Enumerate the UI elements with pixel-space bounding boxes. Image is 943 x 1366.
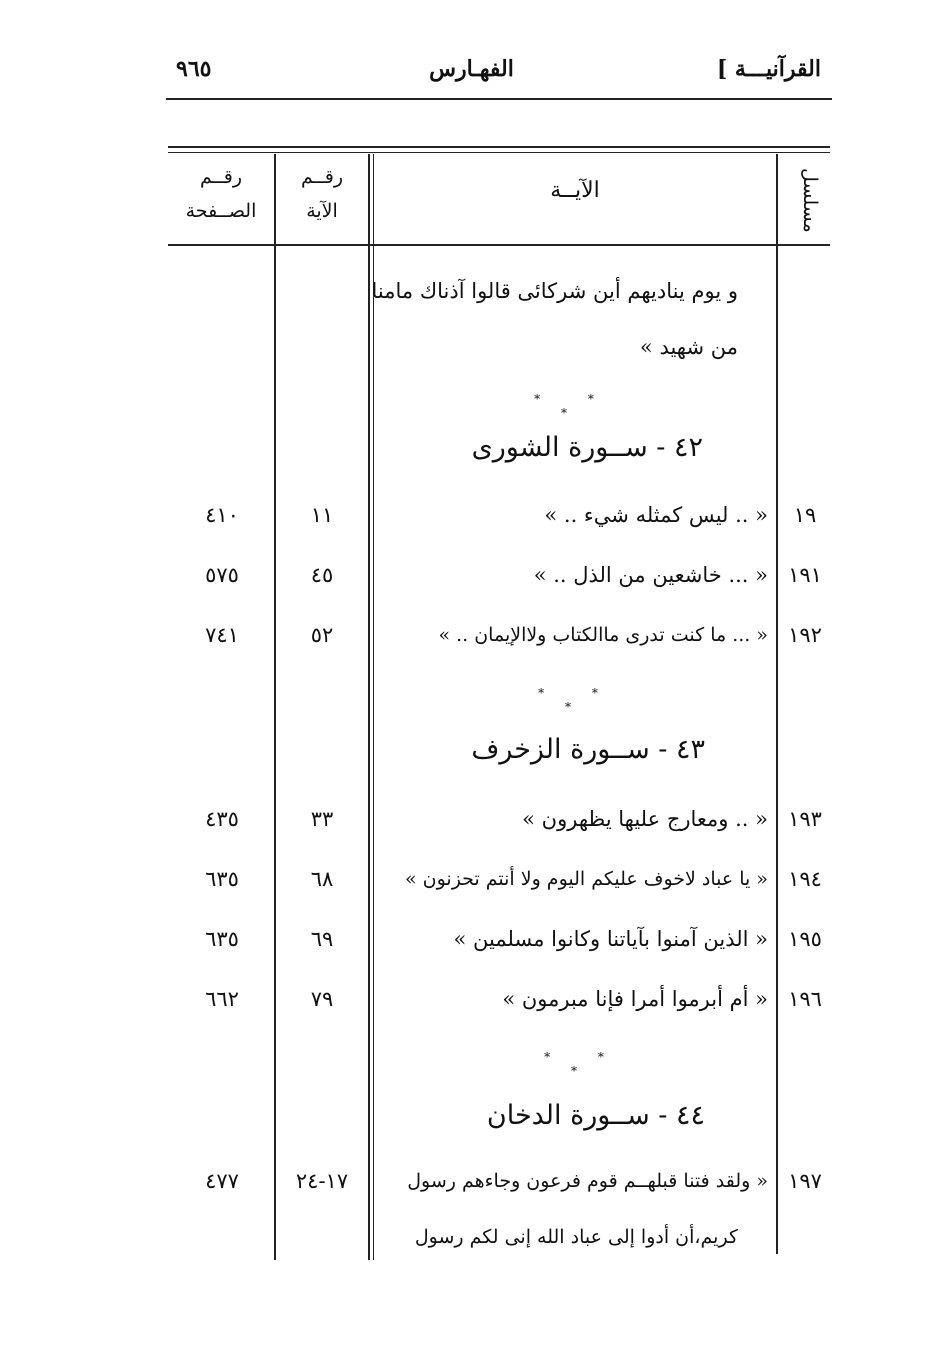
continuation-line-1: و يوم يناديهم أين شركائى قالوا آذناك مامنا [371, 279, 738, 303]
divider-serial [776, 154, 778, 1254]
separator-stars: * * * [538, 686, 620, 714]
verse-text: « ولقد فتنا قبلهــم قوم فرعون وجاءهم رسول [407, 1170, 768, 1192]
divider-verse-1 [368, 154, 370, 1260]
column-header-rule [168, 244, 830, 246]
verse-text: « يا عباد لاخوف عليكم اليوم ولا أنتم تحزنون » [404, 868, 768, 890]
verse-text: « .. ومعارج عليها يظهرون » [522, 807, 768, 831]
table-top-rule [168, 146, 830, 148]
ayah-number: ٤٥ [310, 563, 334, 587]
page-reference: ٧٤١ [205, 623, 239, 647]
column-header-ayah-line1: رقــم [300, 166, 344, 188]
verse-text: « ... ما كنت تدرى ماالكتاب ولاالإيمان .. » [438, 624, 768, 646]
ayah-number: ١١ [310, 503, 334, 527]
column-header-page-line1: رقــم [199, 166, 243, 188]
page-reference: ٦٣٥ [205, 867, 239, 891]
table-top-rule-2 [168, 152, 830, 153]
page-reference: ٤٧٧ [205, 1169, 239, 1193]
page-reference: ٦٣٥ [205, 927, 239, 951]
column-header-page-line2: الصــفحة [185, 200, 257, 222]
header-section-title: الفهـارس [429, 56, 514, 82]
ayah-number: ٣٣ [310, 807, 334, 831]
serial-number: ١٩٧ [788, 1169, 822, 1193]
page-reference: ٤٣٥ [205, 807, 239, 831]
header-book-fragment: القرآنيـــة ] [716, 56, 821, 82]
serial-number: ١٩٢ [788, 623, 822, 647]
serial-number: ١٩٤ [788, 867, 822, 891]
ayah-number: ١٧-٢٤ [295, 1169, 349, 1193]
serial-number: ١٩ [793, 503, 817, 527]
surah-title: ٤٤ - ســورة الدخان [486, 1100, 705, 1131]
serial-number: ١٩١ [788, 563, 822, 587]
page-reference: ٦٦٢ [205, 987, 239, 1011]
serial-number: ١٩٥ [788, 927, 822, 951]
divider-verse-2 [373, 154, 374, 1260]
verse-text: « .. ليس كمثله شيء .. » [544, 503, 768, 527]
column-header-ayah-line2: الآية [306, 200, 338, 222]
verse-text-continued: كريم،أن أدوا إلى عباد الله إنى لكم رسول [414, 1226, 738, 1248]
surah-title: ٤٢ - ســورة الشورى [471, 432, 703, 463]
verse-text: « الذين آمنوا بآياتنا وكانوا مسلمين » [453, 927, 768, 951]
header-rule [166, 98, 832, 100]
page-reference: ٥٧٥ [205, 563, 239, 587]
column-header-serial: مسلسل [799, 168, 821, 233]
ayah-number: ٦٩ [310, 927, 334, 951]
page-reference: ٤١٠ [205, 503, 239, 527]
serial-number: ١٩٦ [788, 987, 822, 1011]
surah-title: ٤٣ - ســورة الزخرف [471, 734, 705, 765]
serial-number: ١٩٣ [788, 807, 822, 831]
page-number: ٩٦٥ [176, 56, 212, 82]
verse-text: « ... خاشعين من الذل .. » [533, 563, 768, 587]
divider-ayah [274, 154, 276, 1260]
separator-stars: * * * [544, 1050, 626, 1078]
ayah-number: ٦٨ [310, 867, 334, 891]
continuation-line-2: من شهيد » [639, 335, 738, 359]
separator-stars: * * * [534, 392, 616, 420]
verse-text: « أم أبرموا أمرا فإنا مبرمون » [502, 987, 768, 1011]
ayah-number: ٧٩ [310, 987, 334, 1011]
column-header-verse: الآيــة [550, 178, 600, 203]
ayah-number: ٥٢ [310, 623, 334, 647]
